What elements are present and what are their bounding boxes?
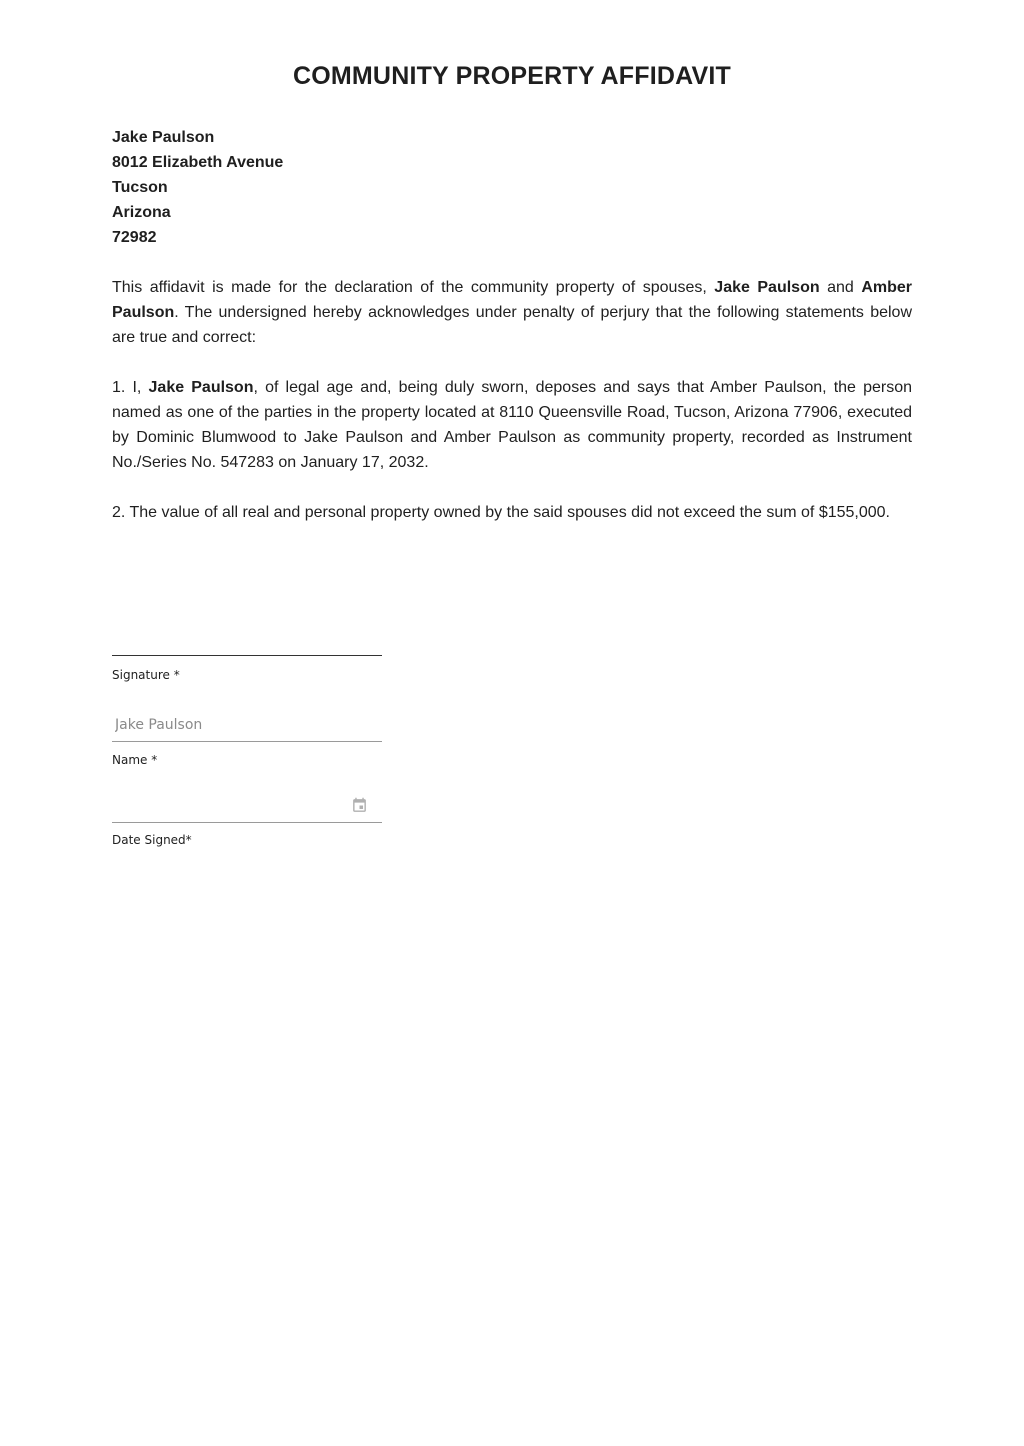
date-signed-label: Date Signed* xyxy=(112,833,192,847)
statement-1-prefix: 1. I, xyxy=(112,379,149,396)
statement-1-name: Jake Paulson xyxy=(148,379,254,396)
address-street: 8012 Elizabeth Avenue xyxy=(112,154,284,171)
document-title: COMMUNITY PROPERTY AFFIDAVIT xyxy=(292,62,732,90)
address-name: Jake Paulson xyxy=(112,129,215,146)
intro-spouse-2: Amber Paulson xyxy=(112,279,912,321)
signature-form xyxy=(112,655,382,847)
address-block xyxy=(112,125,912,250)
statement-1-text: , of legal age and, being duly sworn, deposes and says that Amber Paulson, the person named as one of the parties in the property located at 8110 Queensville Road, Tucson, Arizona 77906, executed by Dominic Blumwood to Jake Paulson and Amber Paulson as community property, recorded as Instrument No./Series No. 547283 on January 17, 2032. xyxy=(112,379,913,471)
intro-conjunction: and xyxy=(819,279,862,296)
signature-field[interactable] xyxy=(112,655,382,656)
name-label: Name * xyxy=(112,753,158,767)
name-input[interactable] xyxy=(112,708,382,742)
calendar-icon[interactable] xyxy=(351,797,368,814)
signature-label: Signature * xyxy=(112,668,180,682)
address-zip: 72982 xyxy=(112,229,157,246)
document-body xyxy=(112,125,912,525)
intro-spouse-1: Jake Paulson xyxy=(714,279,820,296)
statement-2: 2. The value of all real and personal property owned by the said spouses did not exceed the sum of $155,000. xyxy=(112,504,890,521)
intro-text-start: This affidavit is made for the declaration of the community property of spouses, xyxy=(112,279,715,296)
address-state: Arizona xyxy=(112,204,171,221)
date-signed-input[interactable] xyxy=(112,789,382,823)
statement-1 xyxy=(112,375,912,475)
intro-paragraph xyxy=(112,275,912,350)
intro-text-end: . The undersigned hereby acknowledges under penalty of perjury that the following statements below are true and correct: xyxy=(112,304,912,346)
address-city: Tucson xyxy=(112,179,168,196)
